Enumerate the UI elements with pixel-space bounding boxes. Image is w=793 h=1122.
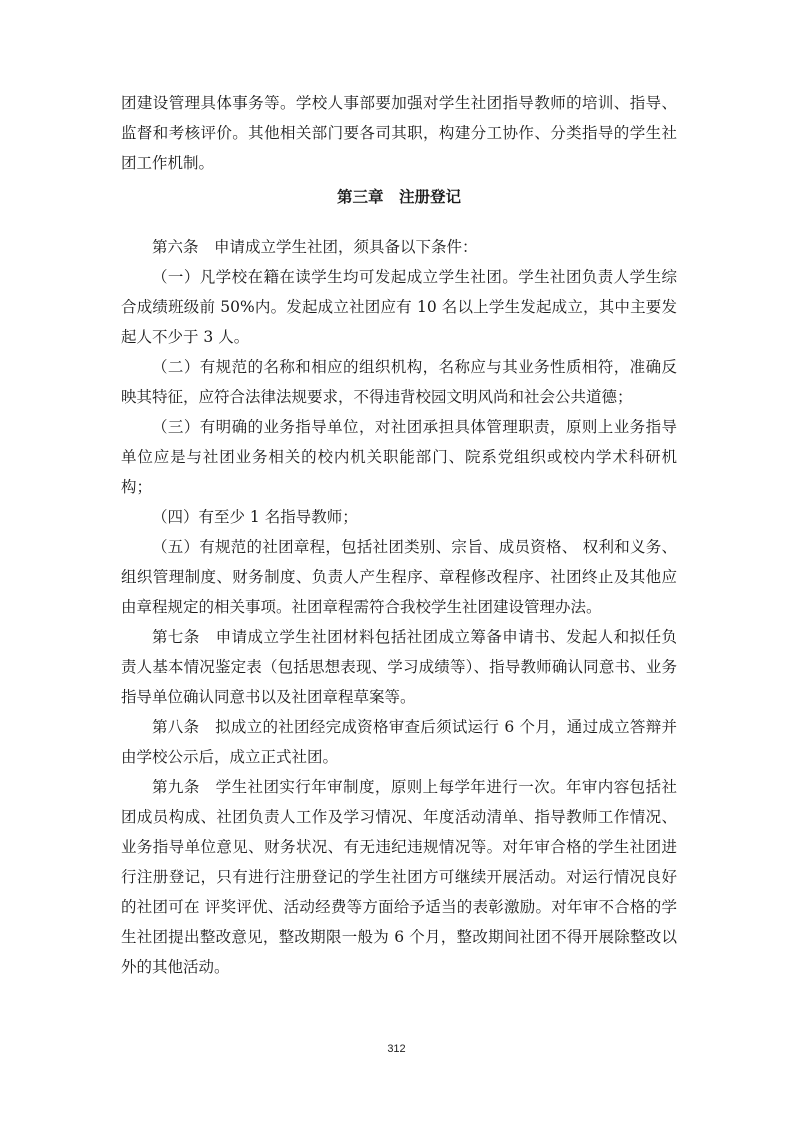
- article-paragraph: （五）有规范的社团章程，包括社团类别、宗旨、成员资格、 权利和义务、组织管理制度、财务制度、负责人产生程序、章程修改程序、社团终止及其他应由章程规定的相关事项。社团章程需符合我校学生社团建设管理办法。: [121, 538, 677, 616]
- articles-section: [121, 232, 677, 982]
- article-paragraph: 第七条 申请成立学生社团材料包括社团成立筹备申请书、发起人和拟任负责人基本情况鉴定表（包括思想表现、学习成绩等）、指导教师确认同意书、业务指导单位确认同意书以及社团章程草案等。: [121, 628, 677, 706]
- article-paragraph: （二）有规范的名称和相应的组织机构，名称应与其业务性质相符，准确反映其特征，应符合法律法规要求，不得违背校园文明风尚和社会公共道德；: [121, 358, 677, 406]
- article-paragraph: （三）有明确的业务指导单位，对社团承担具体管理职责，原则上业务指导单位应是与社团业务相关的校内机关职能部门、院系党组织或校内学术科研机构；: [121, 418, 677, 496]
- intro-paragraph: 团建设管理具体事务等。学校人事部要加强对学生社团指导教师的培训、指导、监督和考核评价。其他相关部门要各司其职，构建分工协作、分类指导的学生社团工作机制。: [121, 94, 677, 172]
- chapter-title: 第三章 注册登记: [336, 188, 461, 206]
- article-paragraph: （一）凡学校在籍在读学生均可发起成立学生社团。学生社团负责人学生综合成绩班级前 50%内。发起成立社团应有 10 名以上学生发起成立，其中主要发起人不少于 3 人。: [121, 268, 677, 346]
- article-paragraph: （四）有至少 1 名指导教师；: [152, 508, 358, 526]
- article-paragraph: 第八条 拟成立的社团经完成资格审查后须试运行 6 个月，通过成立答辩并由学校公示后，成立正式社团。: [121, 718, 677, 766]
- article-paragraph: 第九条 学生社团实行年审制度，原则上每学年进行一次。年审内容包括社团成员构成、社团负责人工作及学习情况、年度活动清单、指导教师工作情况、业务指导单位意见、财务状况、有无违纪违规情况等。对年审合格的学生社团进行注册登记，只有进行注册登记的学生社团方可继续开展活动。对运行情况良好的社团可在 评奖评优、活动经费等方面给予适当的表彰激励。对年审不合格的学生社团提出整改意见，整改期限一般为 6 个月，整改期间社团不得开展除整改以外的其他活动。: [121, 778, 677, 976]
- intro-section: [121, 88, 677, 178]
- article-paragraph: 第六条 申请成立学生社团，须具备以下条件：: [152, 238, 478, 256]
- page-number: 312: [387, 1043, 406, 1055]
